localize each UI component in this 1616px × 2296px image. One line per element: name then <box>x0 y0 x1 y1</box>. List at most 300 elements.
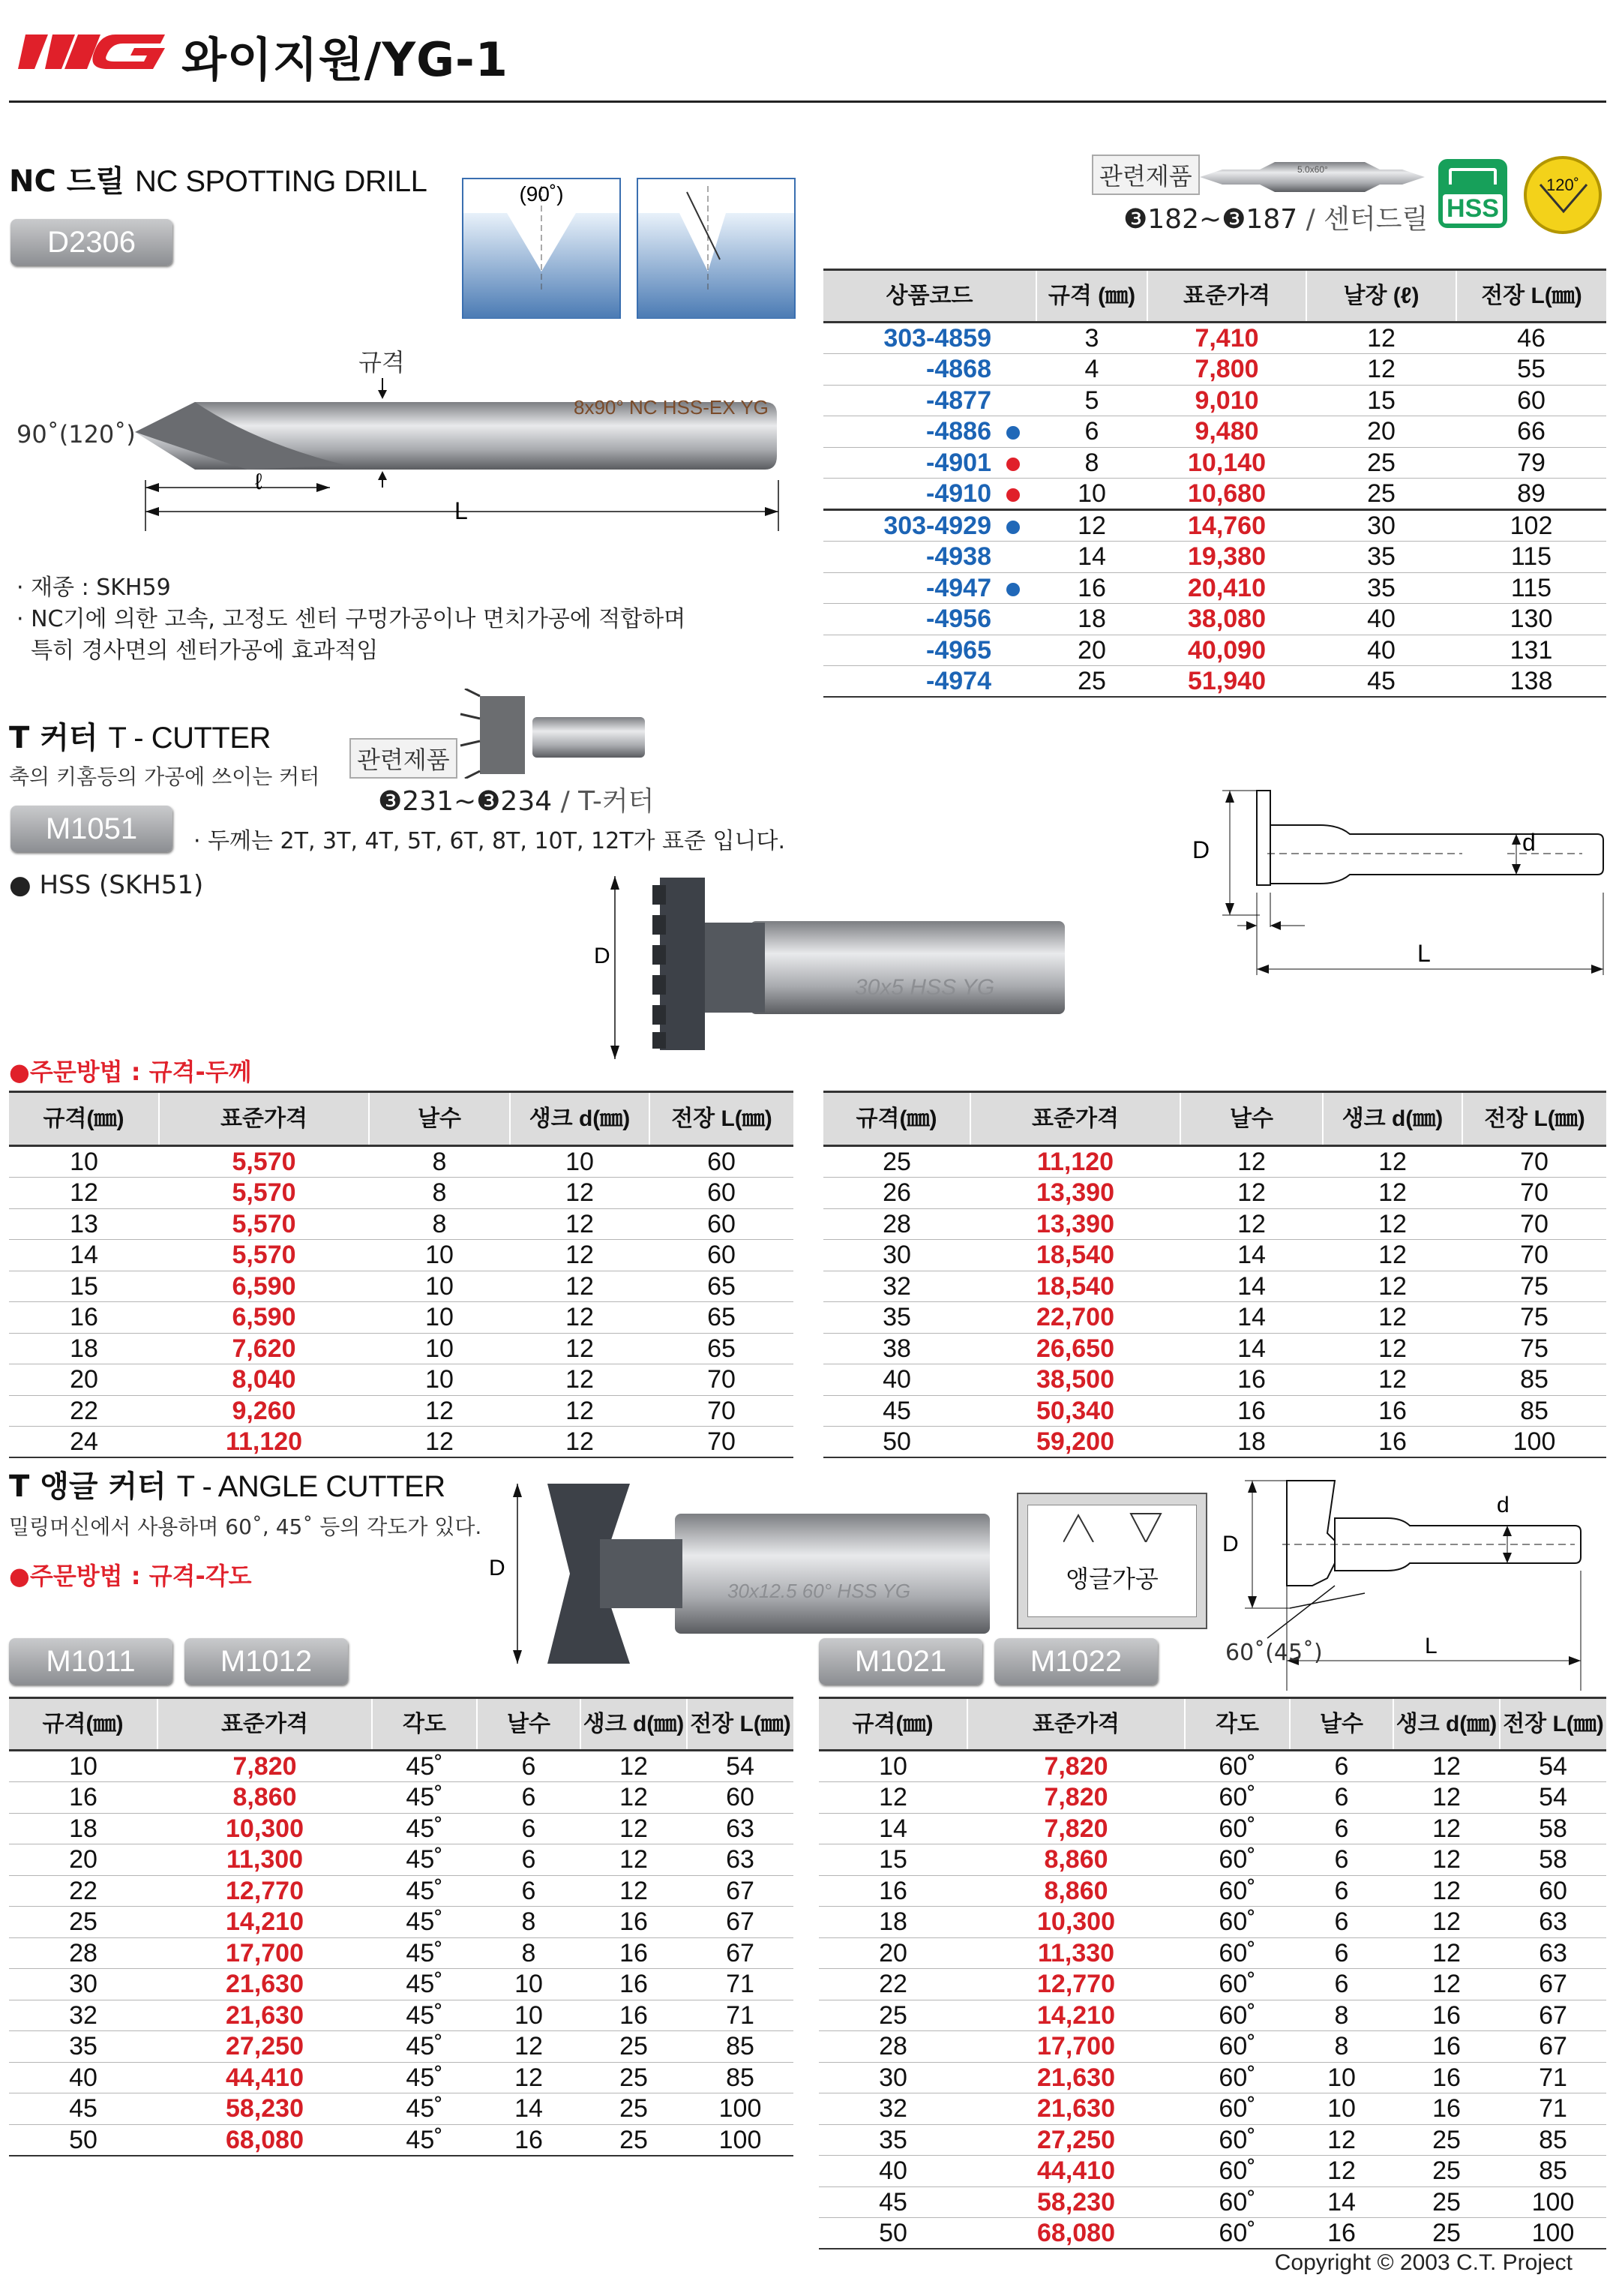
table-cell-size: 3 <box>1036 323 1147 354</box>
col-teeth: 날수 <box>1290 1698 1393 1751</box>
table-cell: 45˚ <box>372 2124 477 2156</box>
col-shank: 생크 d(㎜) <box>1323 1092 1462 1146</box>
table-cell: 70 <box>1462 1208 1606 1240</box>
table-cell: 14 <box>1180 1240 1323 1271</box>
table-cell-flute: 12 <box>1306 323 1456 354</box>
table-row <box>9 1937 793 1969</box>
table-row <box>823 1395 1606 1427</box>
table-cell: 100 <box>1500 2186 1606 2218</box>
table-cell: 12 <box>1323 1364 1462 1396</box>
table-cell-size: 25 <box>1036 666 1147 698</box>
table-cell-len: 115 <box>1456 542 1606 573</box>
table-cell: 12 <box>819 1782 967 1814</box>
table-cell-price: 7,800 <box>1147 354 1306 386</box>
table-cell: 16 <box>1323 1395 1462 1427</box>
table-cell: 16 <box>477 2124 580 2156</box>
table-cell: 24 <box>9 1427 159 1458</box>
table-cell: 12 <box>1323 1178 1462 1209</box>
table-row <box>819 1907 1606 1938</box>
table-row <box>9 1844 793 1876</box>
tcut-subtitle: 축의 키홈등의 가공에 쓰이는 커터 <box>9 764 320 789</box>
table-cell-size: 20 <box>1036 635 1147 666</box>
table-row <box>819 1875 1606 1907</box>
tang-diag-d: d <box>1497 1493 1510 1517</box>
table-cell: 60˚ <box>1185 1782 1290 1814</box>
table-cell: 60˚ <box>1185 2124 1290 2156</box>
table-cell: 67 <box>687 1937 793 1969</box>
table-cell: 12 <box>510 1395 649 1427</box>
table-cell: 10 <box>477 1969 580 2000</box>
angle-badge-label: 120˚ <box>1546 176 1580 194</box>
table-cell: 67 <box>1500 1969 1606 2000</box>
svg-text:5.0x60°: 5.0x60° <box>1297 164 1328 175</box>
table-cell: 63 <box>687 1844 793 1876</box>
table-cell: 13 <box>9 1208 159 1240</box>
table-cell: 71 <box>687 2000 793 2031</box>
table-cell: 10 <box>369 1302 510 1334</box>
table-cell: 8 <box>1290 2031 1393 2063</box>
tcut-table-right <box>823 1091 1606 1458</box>
table-cell: 60 <box>687 1782 793 1814</box>
table-row <box>9 1875 793 1907</box>
table-cell: 32 <box>9 2000 157 2031</box>
table-cell: 26,650 <box>970 1333 1180 1364</box>
table-cell: 60˚ <box>1185 1844 1290 1876</box>
table-cell: 25 <box>580 2093 687 2125</box>
table-row <box>819 2093 1606 2125</box>
table-cell: 10 <box>9 1751 157 1782</box>
table-cell-code: -4974 <box>823 666 1036 698</box>
table-cell: 8,040 <box>159 1364 369 1396</box>
table-cell: 5,570 <box>159 1178 369 1209</box>
table-cell-size: 10 <box>1036 479 1147 510</box>
col-shank: 생크 d(㎜) <box>1393 1698 1500 1751</box>
tcut-photo-D: D <box>594 944 610 968</box>
tang-diag-D: D <box>1222 1532 1239 1556</box>
table-cell-price: 7,410 <box>1147 323 1306 354</box>
blue-dot-icon <box>1006 583 1020 596</box>
nc-tip-label: 90˚(120˚) <box>16 420 136 449</box>
table-row <box>9 2124 793 2156</box>
table-cell-len: 79 <box>1456 447 1606 479</box>
table-cell: 85 <box>687 2062 793 2093</box>
table-cell: 12 <box>477 2062 580 2093</box>
table-cell: 45˚ <box>372 1751 477 1782</box>
table-row <box>823 604 1606 635</box>
table-cell: 14 <box>9 1240 159 1271</box>
table-row <box>823 572 1606 604</box>
table-cell: 40 <box>9 2062 157 2093</box>
col-price: 표준가격 <box>967 1698 1185 1751</box>
table-cell: 7,620 <box>159 1333 369 1364</box>
table-cell: 40 <box>819 2156 967 2187</box>
table-cell: 45˚ <box>372 2000 477 2031</box>
table-cell: 12 <box>580 1813 687 1844</box>
table-cell: 20 <box>9 1364 159 1396</box>
table-cell: 12 <box>1393 1969 1500 2000</box>
col-shank: 생크 d(㎜) <box>510 1092 649 1146</box>
table-cell: 12 <box>580 1875 687 1907</box>
table-cell: 17,700 <box>967 2031 1185 2063</box>
table-cell: 12 <box>1393 1875 1500 1907</box>
tang-code-button-2[interactable]: M1012 <box>184 1638 348 1685</box>
table-row <box>823 1146 1606 1178</box>
angle-process-icon <box>1063 1512 1168 1542</box>
table-cell: 16 <box>580 1907 687 1938</box>
table-cell: 6 <box>477 1844 580 1876</box>
table-cell-code: 303-4929 <box>823 510 1036 542</box>
table-row <box>823 385 1606 416</box>
table-cell: 6 <box>1290 1875 1393 1907</box>
table-cell: 70 <box>649 1364 793 1396</box>
tcut-note: · 두께는 2T, 3T, 4T, 5T, 6T, 8T, 10T, 12T가 표준 입니다. <box>193 828 786 854</box>
table-cell: 28 <box>819 2031 967 2063</box>
table-cell: 12 <box>1393 1907 1500 1938</box>
table-cell-size: 6 <box>1036 416 1147 448</box>
tang-code-button-1[interactable]: M1011 <box>9 1638 172 1685</box>
table-cell: 67 <box>1500 2000 1606 2031</box>
table-cell: 12 <box>1323 1302 1462 1334</box>
table-cell: 25 <box>580 2124 687 2156</box>
col-overall-length: 전장 L(㎜) <box>1462 1092 1606 1146</box>
table-cell-flute: 45 <box>1306 666 1456 698</box>
table-cell: 15 <box>9 1271 159 1302</box>
table-cell: 18 <box>9 1333 159 1364</box>
tcut-title-ko: T 커터 <box>9 721 98 755</box>
table-cell: 12 <box>1323 1146 1462 1178</box>
table-row <box>823 1333 1606 1364</box>
table-cell: 45 <box>823 1395 970 1427</box>
table-cell: 38,500 <box>970 1364 1180 1396</box>
table-cell: 85 <box>1462 1364 1606 1396</box>
table-row <box>9 1907 793 1938</box>
tang-title-ko: T 앵글 커터 <box>9 1469 166 1504</box>
table-cell-flute: 35 <box>1306 572 1456 604</box>
table-cell: 12 <box>1290 2156 1393 2187</box>
table-row <box>9 1813 793 1844</box>
table-cell: 63 <box>1500 1937 1606 1969</box>
nc-spec-table <box>823 269 1606 698</box>
table-row <box>9 1395 793 1427</box>
table-cell: 14,210 <box>157 1907 372 1938</box>
table-cell: 60˚ <box>1185 2186 1290 2218</box>
table-cell: 12 <box>510 1427 649 1458</box>
table-cell: 54 <box>1500 1782 1606 1814</box>
table-cell-size: 16 <box>1036 572 1147 604</box>
table-row <box>823 447 1606 479</box>
table-cell: 16 <box>580 1937 687 1969</box>
table-cell: 35 <box>819 2124 967 2156</box>
table-cell: 85 <box>1500 2156 1606 2187</box>
blue-dot-icon <box>1006 426 1020 440</box>
table-cell: 45˚ <box>372 1813 477 1844</box>
table-row <box>823 542 1606 573</box>
tcut-related-ref[interactable] <box>378 780 654 818</box>
table-cell-size: 18 <box>1036 604 1147 635</box>
table-row <box>819 2062 1606 2093</box>
table-cell: 12 <box>510 1178 649 1209</box>
table-cell: 58,230 <box>967 2186 1185 2218</box>
table-cell: 45˚ <box>372 1875 477 1907</box>
table-cell: 60˚ <box>1185 1937 1290 1969</box>
nc-related-ref-name: / 센터드릴 <box>1297 204 1429 235</box>
table-cell: 21,630 <box>967 2062 1185 2093</box>
table-cell: 85 <box>1500 2124 1606 2156</box>
nc-note-2: · NC기에 의한 고속, 고정도 센터 구멍가공이나 면치가공에 적합하며 <box>16 606 686 632</box>
table-cell: 75 <box>1462 1271 1606 1302</box>
table-cell: 45˚ <box>372 1782 477 1814</box>
tang-table-left <box>9 1697 793 2156</box>
table-cell: 12 <box>1323 1271 1462 1302</box>
tcut-related-label: 관련제품 <box>349 738 457 779</box>
table-cell: 60˚ <box>1185 2000 1290 2031</box>
table-cell: 11,120 <box>159 1427 369 1458</box>
table-cell-size: 14 <box>1036 542 1147 573</box>
tang-subtitle: 밀링머신에서 사용하며 60˚, 45˚ 등의 각도가 있다. <box>9 1514 482 1539</box>
table-cell: 71 <box>1500 2062 1606 2093</box>
table-cell-code: -4901 <box>823 447 1036 479</box>
table-row <box>9 1208 793 1240</box>
table-cell: 20 <box>819 1937 967 1969</box>
table-cell: 100 <box>687 2124 793 2156</box>
table-row <box>823 1302 1606 1334</box>
table-row <box>9 1333 793 1364</box>
table-cell: 25 <box>1393 2124 1500 2156</box>
table-cell: 16 <box>1180 1364 1323 1396</box>
table-cell: 30 <box>819 2062 967 2093</box>
table-cell-price: 20,410 <box>1147 572 1306 604</box>
table-cell: 12 <box>510 1271 649 1302</box>
table-cell: 8 <box>477 1907 580 1938</box>
table-cell: 13,390 <box>970 1208 1180 1240</box>
red-dot-icon <box>1006 458 1020 471</box>
nc-title-en: NC SPOTTING DRILL <box>134 165 427 198</box>
col-teeth: 날수 <box>369 1092 510 1146</box>
table-row <box>823 1208 1606 1240</box>
table-row <box>823 1178 1606 1209</box>
table-cell-price: 40,090 <box>1147 635 1306 666</box>
nc-related-label: 관련제품 <box>1092 155 1200 195</box>
table-cell: 16 <box>1393 2093 1500 2125</box>
table-row <box>823 1364 1606 1396</box>
nc-shank-mark: 8x90° NC HSS-EX YG <box>574 396 769 419</box>
table-cell: 8 <box>1290 2000 1393 2031</box>
table-row <box>823 1427 1606 1458</box>
nc-note-1: · 재종 : SKH59 <box>16 575 171 601</box>
nc-L-label: L <box>454 497 468 524</box>
table-cell-price: 51,940 <box>1147 666 1306 698</box>
table-cell: 12 <box>1180 1208 1323 1240</box>
table-cell: 12 <box>1323 1333 1462 1364</box>
table-cell: 25 <box>823 1146 970 1178</box>
table-cell: 10 <box>369 1333 510 1364</box>
table-cell-code: -4938 <box>823 542 1036 573</box>
table-cell: 12 <box>1393 1751 1500 1782</box>
hss-badge-label: HSS <box>1443 194 1503 224</box>
table-cell-code: -4886 <box>823 416 1036 448</box>
table-cell: 44,410 <box>157 2062 372 2093</box>
table-row <box>819 1813 1606 1844</box>
table-cell: 100 <box>687 2093 793 2125</box>
tcut-code-button[interactable]: M1051 <box>10 806 172 852</box>
table-cell-size: 4 <box>1036 354 1147 386</box>
table-row <box>823 1240 1606 1271</box>
yg-logo <box>18 26 168 78</box>
table-row <box>9 1782 793 1814</box>
table-cell: 10 <box>477 2000 580 2031</box>
col-size: 규격(㎜) <box>823 1092 970 1146</box>
table-cell: 7,820 <box>967 1813 1185 1844</box>
table-cell: 12 <box>510 1240 649 1271</box>
table-cell: 12 <box>510 1333 649 1364</box>
table-cell: 14 <box>477 2093 580 2125</box>
table-cell: 12 <box>369 1427 510 1458</box>
table-cell: 65 <box>649 1333 793 1364</box>
tang-code-button-4[interactable]: M1022 <box>994 1638 1158 1685</box>
col-size: 규격(㎜) <box>819 1698 967 1751</box>
table-cell: 45˚ <box>372 1969 477 2000</box>
table-cell: 70 <box>649 1395 793 1427</box>
table-cell: 54 <box>687 1751 793 1782</box>
table-cell: 65 <box>649 1271 793 1302</box>
angle-process-label: 앵글가공 <box>1066 1565 1159 1593</box>
table-cell: 21,630 <box>967 2093 1185 2125</box>
table-cell-code: -4956 <box>823 604 1036 635</box>
table-cell-price: 10,680 <box>1147 479 1306 510</box>
table-cell: 17,700 <box>157 1937 372 1969</box>
nc-title <box>9 158 427 200</box>
table-cell: 100 <box>1462 1427 1606 1458</box>
table-cell: 14 <box>1180 1271 1323 1302</box>
table-row <box>9 1271 793 1302</box>
table-cell: 60˚ <box>1185 1813 1290 1844</box>
nc-angle-label: (90˚) <box>519 182 564 206</box>
table-cell: 6 <box>1290 1907 1393 1938</box>
table-cell: 12 <box>1323 1240 1462 1271</box>
table-cell: 85 <box>687 2031 793 2063</box>
table-cell: 12 <box>1393 1937 1500 1969</box>
table-cell: 50 <box>9 2124 157 2156</box>
table-cell: 16 <box>1290 2218 1393 2249</box>
table-row <box>9 2062 793 2093</box>
table-row <box>819 1782 1606 1814</box>
table-cell-len: 46 <box>1456 323 1606 354</box>
table-cell: 16 <box>1180 1395 1323 1427</box>
table-cell: 12 <box>1323 1208 1462 1240</box>
table-cell: 60˚ <box>1185 1875 1290 1907</box>
table-row <box>9 1427 793 1458</box>
table-cell: 16 <box>819 1875 967 1907</box>
table-cell-code: -4947 <box>823 572 1036 604</box>
table-cell: 20 <box>9 1844 157 1876</box>
table-row <box>819 2031 1606 2063</box>
table-cell: 70 <box>1462 1178 1606 1209</box>
table-cell: 6 <box>1290 1751 1393 1782</box>
col-price: 표준가격 <box>157 1698 372 1751</box>
table-cell: 16 <box>580 1969 687 2000</box>
table-row <box>823 354 1606 386</box>
table-cell: 16 <box>1393 2031 1500 2063</box>
table-cell: 12 <box>1393 1813 1500 1844</box>
table-cell: 30 <box>823 1240 970 1271</box>
table-cell: 70 <box>1462 1146 1606 1178</box>
table-cell: 67 <box>1500 2031 1606 2063</box>
tang-title-en: T - ANGLE CUTTER <box>176 1470 445 1503</box>
table-cell-flute: 30 <box>1306 510 1456 542</box>
tcut-diag-d: d <box>1522 829 1536 856</box>
col-teeth: 날수 <box>1180 1092 1323 1146</box>
table-cell-flute: 25 <box>1306 447 1456 479</box>
table-cell: 71 <box>687 1969 793 2000</box>
table-cell: 71 <box>1500 2093 1606 2125</box>
table-cell: 70 <box>1462 1240 1606 1271</box>
table-cell-len: 115 <box>1456 572 1606 604</box>
table-cell: 25 <box>819 2000 967 2031</box>
nc-l-label: ℓ <box>255 470 262 494</box>
table-cell: 12 <box>1393 1782 1500 1814</box>
table-cell-len: 131 <box>1456 635 1606 666</box>
tcut-order-method: ●주문방법 : 규격-두께 <box>9 1058 252 1086</box>
tang-code-button-3[interactable]: M1021 <box>819 1638 982 1685</box>
tcut-diag-L: L <box>1417 940 1431 967</box>
table-cell: 5,570 <box>159 1240 369 1271</box>
col-teeth: 날수 <box>477 1698 580 1751</box>
tang-angle-note: 60˚(45˚) <box>1225 1640 1323 1666</box>
tang-order-method: ●주문방법 : 규격-각도 <box>9 1562 252 1590</box>
table-cell: 60 <box>649 1178 793 1209</box>
table-cell-len: 130 <box>1456 604 1606 635</box>
table-cell-size: 8 <box>1036 447 1147 479</box>
table-row <box>823 416 1606 448</box>
table-cell: 6 <box>1290 1782 1393 1814</box>
table-cell-price: 9,480 <box>1147 416 1306 448</box>
table-cell: 65 <box>649 1302 793 1334</box>
table-cell: 15 <box>819 1844 967 1876</box>
table-cell: 70 <box>649 1427 793 1458</box>
table-cell: 67 <box>687 1907 793 1938</box>
table-cell: 45˚ <box>372 1937 477 1969</box>
table-cell: 44,410 <box>967 2156 1185 2187</box>
table-cell: 54 <box>1500 1751 1606 1782</box>
table-row <box>9 1302 793 1334</box>
table-cell: 16 <box>9 1782 157 1814</box>
col-size: 규격(㎜) <box>9 1092 159 1146</box>
table-cell-len: 102 <box>1456 510 1606 542</box>
table-row <box>9 1240 793 1271</box>
nc-related-ref[interactable] <box>1123 198 1428 236</box>
table-cell-flute: 25 <box>1306 479 1456 510</box>
table-cell-len: 138 <box>1456 666 1606 698</box>
table-cell: 11,300 <box>157 1844 372 1876</box>
table-cell: 6 <box>1290 1937 1393 1969</box>
table-cell: 8 <box>369 1208 510 1240</box>
tcut-title-en: T - CUTTER <box>108 722 271 755</box>
tang-title <box>9 1463 445 1505</box>
table-cell: 7,820 <box>967 1751 1185 1782</box>
copyright: Copyright © 2003 C.T. Project <box>1274 2250 1573 2275</box>
table-cell: 58 <box>1500 1813 1606 1844</box>
tcutter-photo <box>585 863 1102 1065</box>
table-cell: 10 <box>369 1271 510 1302</box>
table-cell-flute: 20 <box>1306 416 1456 448</box>
table-cell: 8 <box>369 1146 510 1178</box>
table-row <box>819 1844 1606 1876</box>
table-cell: 35 <box>9 2031 157 2063</box>
nc-code-button[interactable]: D2306 <box>10 219 172 266</box>
table-cell: 12 <box>510 1208 649 1240</box>
table-cell: 8,860 <box>967 1875 1185 1907</box>
table-cell-flute: 35 <box>1306 542 1456 573</box>
